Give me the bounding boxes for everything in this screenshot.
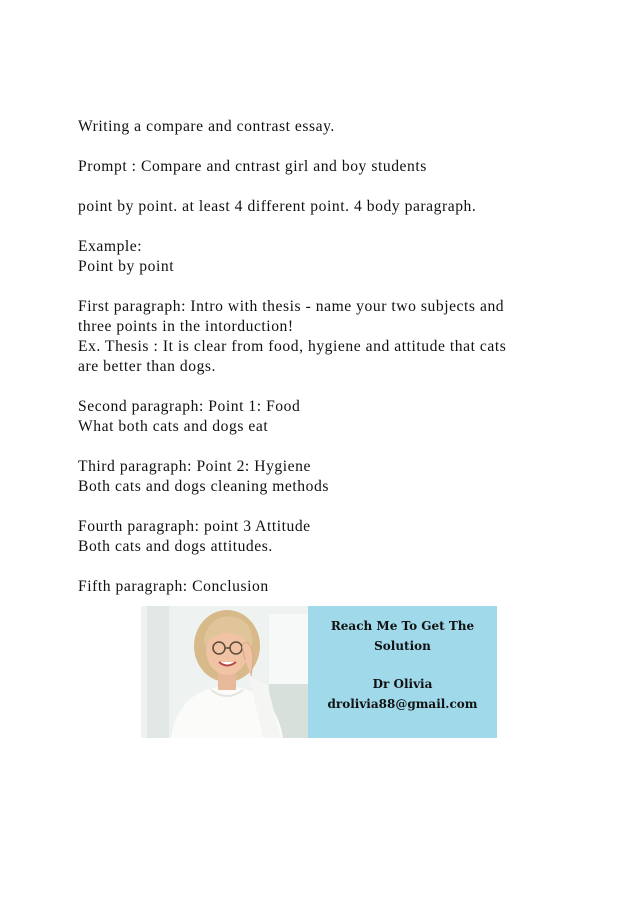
ad-heading-line-1: Reach Me To Get The — [330, 619, 475, 633]
text-line: First paragraph: Intro with thesis - name your two subjects and — [78, 298, 505, 315]
ad-contact-panel — [308, 606, 497, 738]
text-line: Prompt : Compare and cntrast girl and boy students — [78, 158, 427, 175]
fourth-paragraph-description — [78, 517, 578, 557]
text-line: Both cats and dogs cleaning methods — [78, 478, 329, 495]
instruction-paragraph — [78, 197, 578, 217]
text-line: Ex. Thesis : It is clear from food, hygiene and attitude that cats — [78, 338, 507, 355]
text-line: What both cats and dogs eat — [78, 418, 269, 435]
text-line: Fifth paragraph: Conclusion — [78, 578, 269, 595]
text-line: Example: — [78, 238, 143, 255]
document-title — [78, 117, 578, 137]
text-line: Point by point — [78, 258, 175, 275]
text-line: Fourth paragraph: point 3 Attitude — [78, 518, 311, 535]
ad-contact-email[interactable]: drolivia88@gmail.com — [327, 697, 478, 711]
document-body — [78, 117, 578, 617]
fifth-paragraph-description — [78, 577, 578, 597]
third-paragraph-description — [78, 457, 578, 497]
ad-photo — [141, 606, 308, 738]
woman-portrait-image — [141, 606, 308, 738]
prompt-paragraph — [78, 157, 578, 177]
text-line: three points in the intorduction! — [78, 318, 294, 335]
text-line: Both cats and dogs attitudes. — [78, 538, 273, 555]
ad-heading-line-2: Solution — [374, 639, 431, 653]
second-paragraph-description — [78, 397, 578, 437]
text-line: Second paragraph: Point 1: Food — [78, 398, 301, 415]
text-line: point by point. at least 4 different point. 4 body paragraph. — [78, 198, 477, 215]
first-paragraph-description — [78, 297, 578, 377]
text-line: Third paragraph: Point 2: Hygiene — [78, 458, 311, 475]
contact-ad-banner — [141, 606, 497, 738]
text-line: Writing a compare and contrast essay. — [78, 118, 335, 135]
ad-contact-name: Dr Olivia — [372, 677, 433, 691]
example-paragraph — [78, 237, 578, 277]
text-line: are better than dogs. — [78, 358, 216, 375]
